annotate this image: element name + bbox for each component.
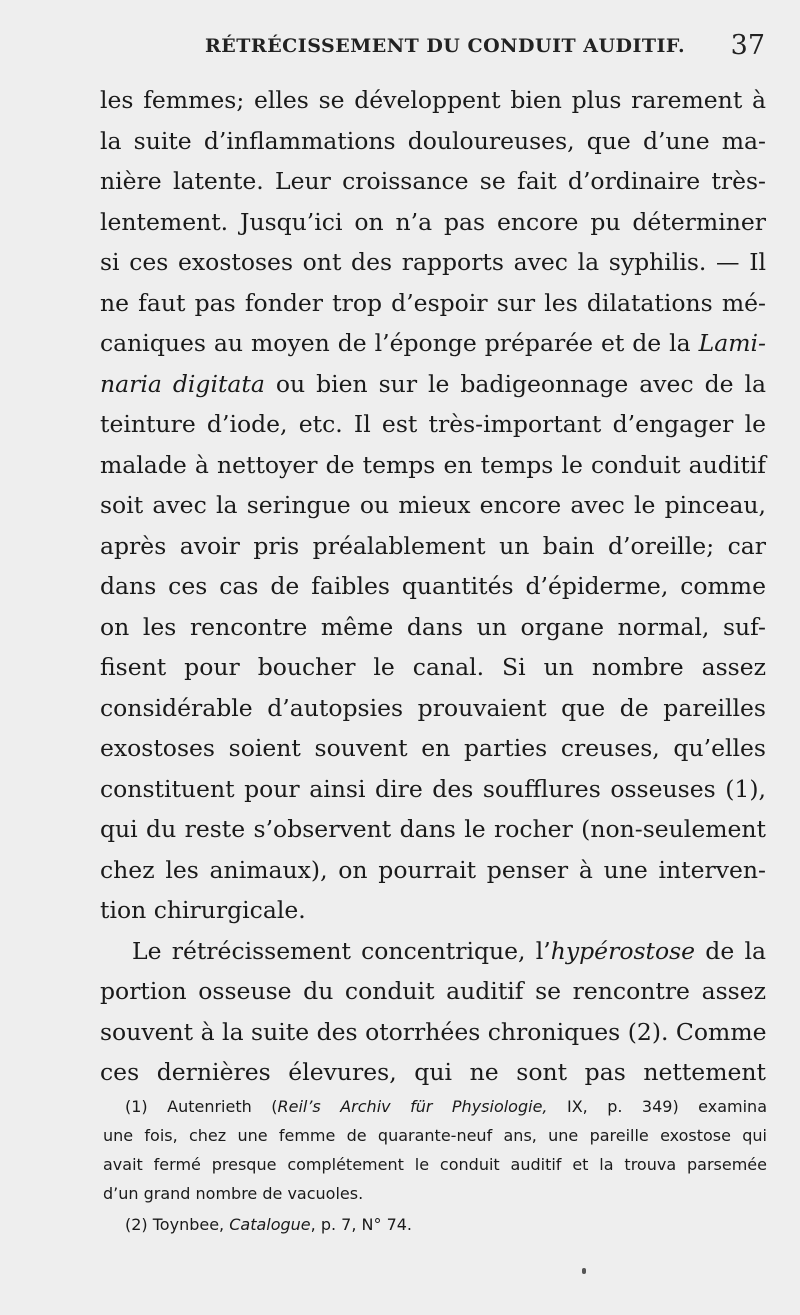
text-line: malade à nettoyer de temps en temps le conduit auditif: [100, 450, 766, 479]
text-run: Le rétrécissement concentrique, l’: [132, 936, 551, 965]
text-line: on les rencontre même dans un organe normal, suf-: [100, 612, 766, 641]
text-line: fisent pour boucher le canal. Si un nombre assez: [100, 653, 766, 681]
text-line: portion osseuse du conduit auditif se rencontre assez: [100, 977, 766, 1005]
text-line: la suite d’inflammations douloureuses, que d’une ma-: [100, 126, 766, 155]
text-run: (2) Toynbee,: [125, 1215, 230, 1234]
footnote-line: [103, 1210, 767, 1239]
italic-text: hypérostose: [550, 936, 696, 965]
text-run: ou bien sur le badigeonnage avec de la: [264, 369, 766, 398]
footnote-line: [103, 1092, 767, 1121]
page-number: 37: [730, 30, 765, 61]
text-line: teinture d’iode, etc. Il est très-important d’engager le: [100, 410, 766, 438]
italic-text: naria digitata: [100, 369, 265, 398]
footnote-line: avait fermé presque complétement le conduit auditif et la trouva parsemée: [103, 1155, 767, 1174]
italic-text: Lami-: [698, 329, 766, 357]
italic-text: Reil’s Archiv für Physiologie,: [277, 1097, 548, 1116]
running-title: RÉTRÉCISSEMENT DU CONDUIT AUDITIF.: [205, 35, 686, 57]
text-line: lentement. Jusqu’ici on n’a pas encore pu déterminer: [100, 207, 766, 236]
text-line: après avoir pris préalablement un bain d’oreille; car: [100, 531, 766, 560]
text-line: ne faut pas fonder trop d’espoir sur les dilatations mé-: [100, 288, 766, 317]
footnote-line: une fois, chez une femme de quarante-neuf ans, une pareille exostose qui: [103, 1126, 767, 1145]
text-line: soit avec la seringue ou mieux encore avec le pinceau,: [100, 491, 766, 519]
text-line: considérable d’autopsies prouvaient que de pareilles: [100, 693, 766, 722]
text-line: dans ces cas de faibles quantités d’épiderme, comme: [100, 572, 766, 600]
text-run: IX, p. 349) examina: [547, 1097, 767, 1116]
body-text: [100, 80, 766, 1093]
text-run: (1) Autenrieth (: [125, 1097, 278, 1116]
text-line: si ces exostoses ont des rapports avec la syphilis. — Il: [100, 248, 766, 276]
footnote-line: d’un grand nombre de vacuoles.: [103, 1184, 364, 1203]
text-run: caniques au moyen de l’éponge préparée et de la: [100, 329, 699, 357]
text-line: tion chirurgicale.: [100, 896, 306, 924]
text-line: [100, 323, 766, 364]
text-run: de la: [695, 936, 766, 965]
text-line: souvent à la suite des otorrhées chroniques (2). Comme: [100, 1017, 767, 1046]
text-line: qui du reste s’observent dans le rocher (non-seulement: [100, 815, 766, 843]
text-line: les femmes; elles se développent bien plus rarement à: [100, 86, 766, 114]
text-line: constituent pour ainsi dire des soufflures osseuses (1),: [100, 774, 766, 803]
footnotes: [103, 1092, 767, 1239]
text-run: , p. 7, N° 74.: [310, 1215, 413, 1234]
text-line: exostoses soient souvent en parties creuses, qu’elles: [100, 734, 766, 762]
page-header: [205, 32, 765, 62]
text-line: nière latente. Leur croissance se fait d’ordinaire très-: [100, 167, 766, 195]
text-line: [100, 931, 766, 972]
text-line: [100, 364, 766, 405]
text-line: chez les animaux), on pourrait penser à une interven-: [100, 855, 766, 884]
italic-text: Catalogue: [229, 1215, 311, 1234]
text-line: ces dernières élevures, qui ne sont pas nettement: [100, 1058, 766, 1086]
ink-speck: [582, 1268, 586, 1274]
